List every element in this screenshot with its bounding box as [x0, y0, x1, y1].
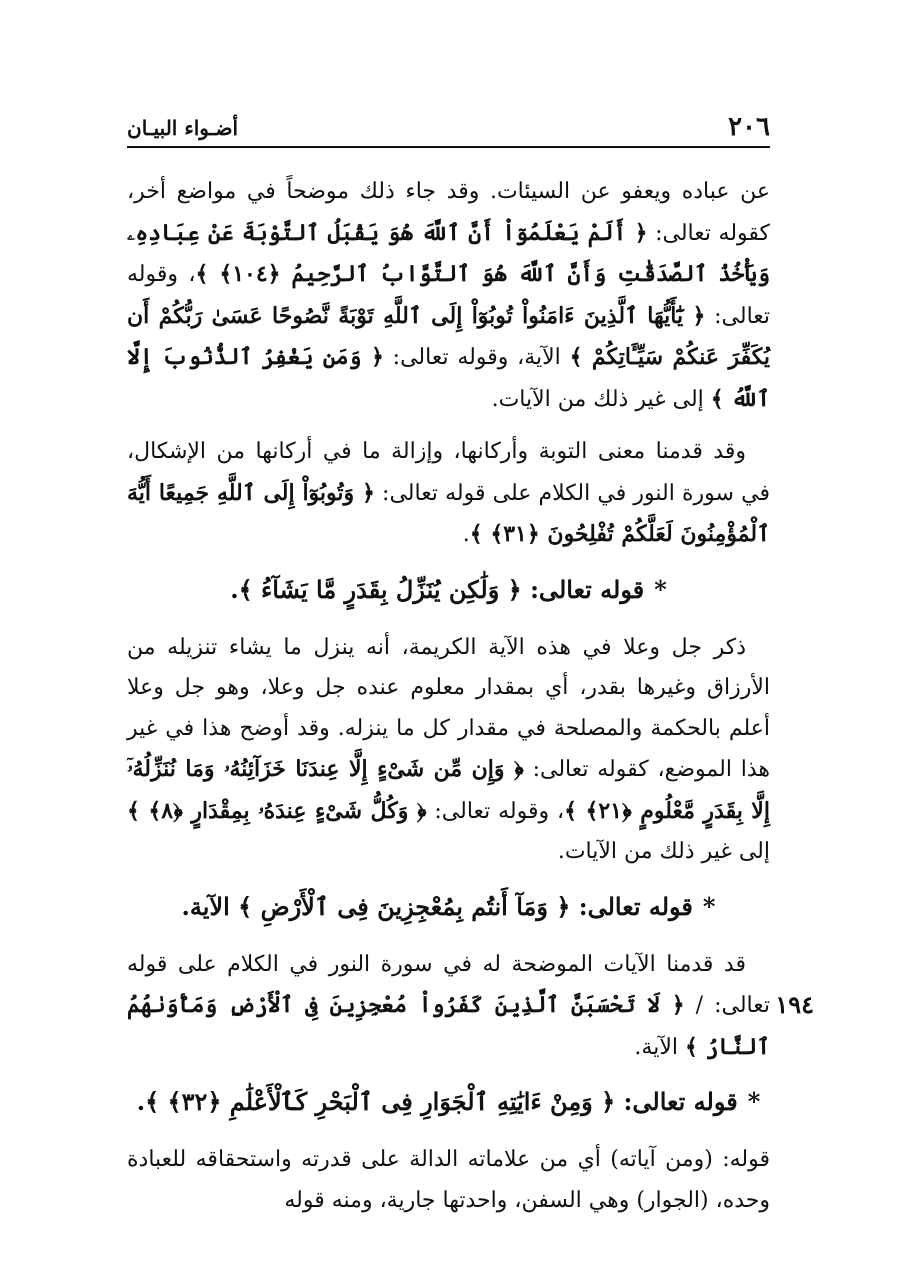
quran-verse: ﴿ وَمِنْ ءَايَٰتِهِ ٱلْجَوَارِ فِى ٱلْبَحْرِ كَٱلْأَعْلَٰمِ ﴿٣٢﴾ ﴾ — [145, 1087, 616, 1116]
text-run: . — [462, 522, 470, 547]
quran-verse: ﴿ وَكُلُّ شَىْءٍ عِندَهُۥ بِمِقْدَارٍ ﴿٨﴾ ﴾ — [127, 797, 427, 824]
text-run: وقد قدمنا معنى التوبة وأركانها، وإزالة ما في أركانها من الإشكال، في سورة النور في الكلام على قوله تعالى: — [127, 439, 770, 506]
text-run: ذكر جل وعلا في هذه الآية الكريمة، أنه ينزل ما يشاء تنزيله من الأرزاق وغيرها بقدر، أي بمقدار معلوم عنده جل وعلا، وهو جل وعلا أعلم بالحكمة والمصلحة في مقدار كل ما ينزله. وقد أوضح هذا في غير هذا الموضع، كقوله تعالى: — [127, 634, 770, 782]
quran-verse: ﴿ وَلَٰكِن يُنَزِّلُ بِقَدَرٍ مَّا يَشَآءُ ﴾ — [238, 574, 522, 604]
paragraph-3 — [127, 628, 770, 873]
quran-verse: ﴿ يَٰٓأَيُّهَا ٱلَّذِينَ ءَامَنُواْ تُوبُوٓاْ إِلَى ٱللَّهِ تَوْبَةً نَّصُوحًا عَسَىٰ رَبُّكُمْ أَن يُكَفِّرَ عَنكُمْ سَيِّـَٔاتِكُمْ ﴾ — [127, 302, 771, 370]
heading-end: . — [136, 1087, 146, 1116]
quran-verse: ﴿ لَا تَحْسَبَنَّ ٱلَّذِينَ كَفَرُواْ مُعْجِزِينَ فِى ٱلْأَرْضِ وَمَأْوَىٰهُمُ ٱلنَّارُ ﴾ — [127, 992, 770, 1060]
paragraph-2 — [127, 432, 770, 556]
quran-verse: ﴿ أَلَمْ يَعْلَمُوٓاْ أَنَّ ٱللَّهَ هُوَ يَقْبَلُ ٱلتَّوْبَةَ عَنْ عِبَادِهِۦ وَيَأْخُذُ ٱلصَّدَقَٰتِ وَأَنَّ ٱللَّهَ هُوَ ٱلتَّوَّابُ ٱلرَّحِيمُ ﴿١٠٤﴾ ﴾ — [127, 219, 770, 287]
quran-verse: ﴿ وَمَن يَغْفِرُ ٱلذُّنُوبَ إِلَّا ٱللَّهُ ﴾ — [127, 344, 770, 412]
quran-verse: ﴿ وَمَآ أَنتُم بِمُعْجِزِينَ فِى ٱلْأَرْضِ ﴾ — [238, 891, 571, 921]
paragraph-4 — [127, 945, 814, 1069]
section-heading-3 — [127, 1080, 770, 1124]
quran-verse: ﴿ وَتُوبُوٓاْ إِلَى ٱللَّهِ جَمِيعًا أَيُّهَ ٱلْمُؤْمِنُونَ لَعَلَّكُمْ تُفْلِحُونَ ﴿٣١﴾ ﴾ — [127, 479, 770, 547]
margin-page-number: ١٩٤ — [775, 989, 814, 1019]
quran-verse: ﴿ وَإِن مِّن شَىْءٍ إِلَّا عِندَنَا خَزَآئِنُهُۥ وَمَا نُنَزِّلُهُۥٓ إِلَّا بِقَدَرٍ مَّعْلُومٍ ﴿٢١﴾ ﴾ — [127, 756, 770, 824]
page-header — [127, 106, 770, 148]
section-heading-1 — [127, 568, 770, 612]
text-run: قوله: (ومن آياته) أي من علاماته الدالة على قدرته واستحقاقه للعبادة وحده، (الجوار) وهي السفن، واحدتها جارية، ومنه قوله — [127, 1147, 770, 1213]
text-run: إلى غير ذلك من الآيات. — [557, 839, 770, 864]
star-marker: * — [702, 891, 716, 921]
section-heading-2 — [127, 885, 770, 929]
text-run: قد قدمنا الآيات الموضحة له في سورة النور في الكلام على قوله تعالى: / — [127, 951, 770, 1018]
heading-label: قوله تعالى: — [615, 1087, 738, 1116]
text-run: ، وقوله تعالى: — [426, 798, 565, 824]
heading-end: الآية. — [181, 891, 239, 921]
heading-label: قوله تعالى: — [521, 574, 645, 604]
text-run: الآية. — [634, 1034, 685, 1060]
text-run: الآية، وقوله تعالى: — [383, 345, 570, 370]
page-number: ٢٠٦ — [728, 112, 770, 142]
heading-end: . — [230, 574, 239, 604]
text-run: إلى غير ذلك من الآيات. — [491, 386, 711, 412]
star-marker: * — [747, 1087, 761, 1116]
paragraph-5 — [127, 1140, 770, 1221]
text-run: ، وقوله تعالى: — [127, 262, 771, 329]
star-marker: * — [654, 574, 667, 604]
heading-label: قوله تعالى: — [570, 891, 693, 921]
page-body — [127, 172, 814, 1233]
running-title: أضـواء البيـان — [127, 116, 239, 140]
paragraph-1 — [127, 172, 770, 420]
text-run: عن عباده ويعفو عن السيئات. وقد جاء ذلك موضحاً في مواضع أخر، كقوله تعالى: — [127, 179, 771, 246]
